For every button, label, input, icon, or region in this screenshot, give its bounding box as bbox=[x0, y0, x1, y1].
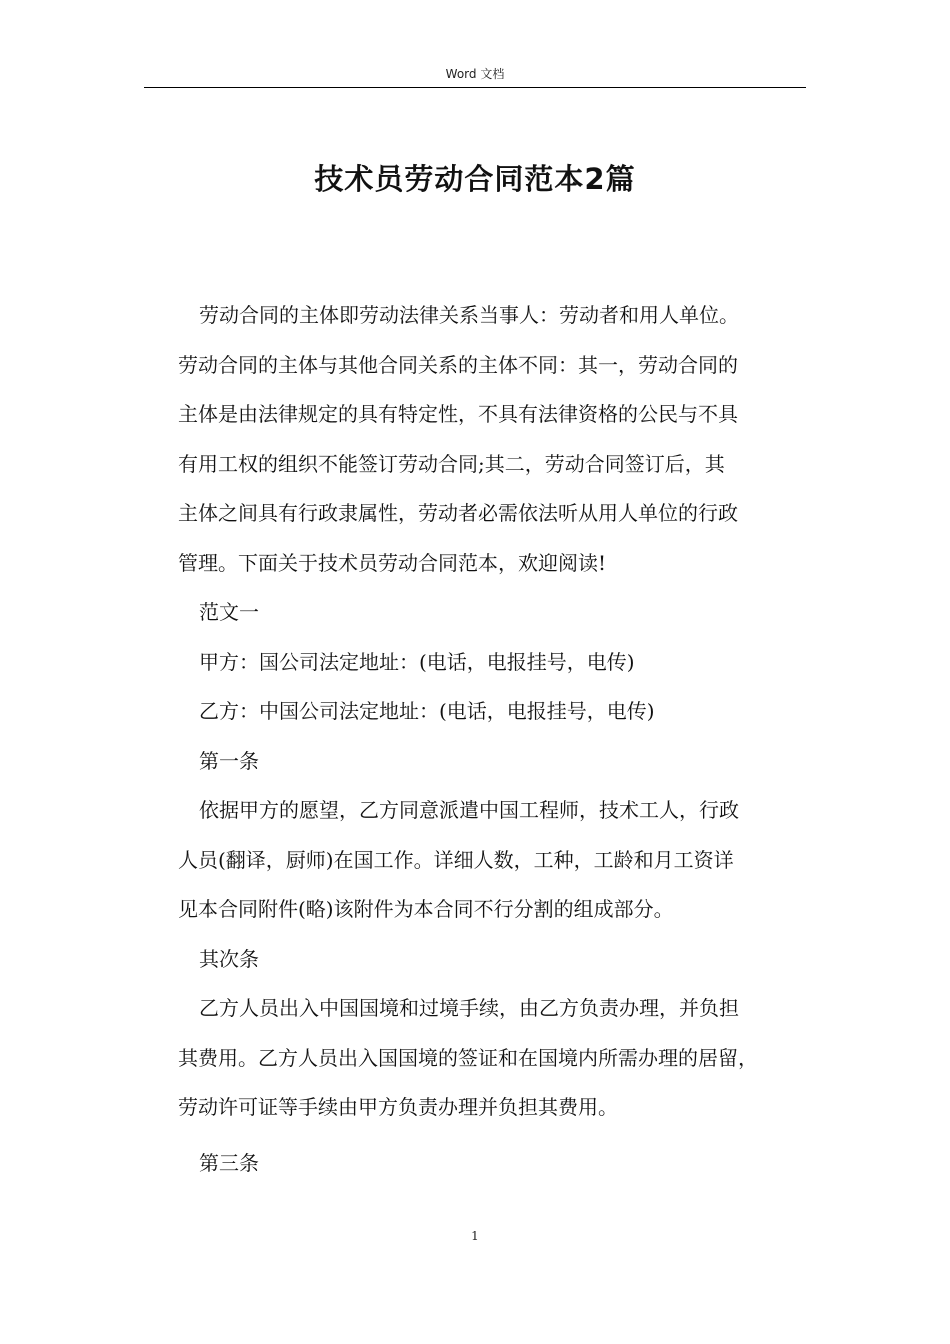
header-divider bbox=[144, 87, 806, 88]
article-3-heading: 第三条 bbox=[199, 1150, 259, 1175]
page-header-label: Word 文档 bbox=[445, 67, 505, 81]
intro-line: 主体是由法律规定的具有特定性，不具有法律资格的公民与不具 bbox=[178, 402, 738, 426]
article-2-line: 乙方人员出入中国国境和过境手续，由乙方负责办理，并负担 bbox=[199, 996, 739, 1020]
document-body bbox=[178, 291, 808, 1188]
article-1-line: 依据甲方的愿望，乙方同意派遣中国工程师，技术工人，行政 bbox=[199, 798, 739, 822]
article-1-line: 人员(翻译，厨师)在国工作。详细人数，工种，工龄和月工资详 bbox=[178, 847, 734, 872]
section-label: 范文一 bbox=[199, 600, 259, 624]
document-title: 技术员劳动合同范本2篇 bbox=[314, 162, 636, 196]
article-2-line: 劳动许可证等手续由甲方负责办理并负担其费用。 bbox=[178, 1095, 618, 1119]
article-1-paragraph bbox=[178, 786, 808, 935]
intro-paragraph bbox=[178, 291, 808, 588]
article-2-line: 其费用。乙方人员出入国国境的签证和在国境内所需办理的居留， bbox=[178, 1045, 758, 1070]
intro-line: 有用工权的组织不能签订劳动合同;其二，劳动合同签订后，其 bbox=[178, 451, 725, 476]
intro-line: 劳动合同的主体与其他合同关系的主体不同：其一，劳动合同的 bbox=[178, 352, 738, 377]
intro-line: 管理。下面关于技术员劳动合同范本，欢迎阅读! bbox=[178, 550, 607, 575]
page-number: 1 bbox=[471, 1229, 479, 1243]
article-1-heading: 第一条 bbox=[199, 748, 259, 773]
party-a-line: 甲方：国公司法定地址：(电话，电报挂号，电传) bbox=[199, 649, 635, 674]
party-b-line: 乙方：中国公司法定地址：(电话，电报挂号，电传) bbox=[199, 699, 655, 723]
article-1-line: 见本合同附件(略)该附件为本合同不行分割的组成部分。 bbox=[178, 897, 674, 921]
article-2-heading: 其次条 bbox=[199, 946, 259, 971]
intro-line: 主体之间具有行政隶属性，劳动者必需依法听从用人单位的行政 bbox=[178, 501, 738, 525]
intro-line: 劳动合同的主体即劳动法律关系当事人：劳动者和用人单位。 bbox=[199, 303, 739, 327]
article-2-paragraph bbox=[178, 984, 808, 1133]
